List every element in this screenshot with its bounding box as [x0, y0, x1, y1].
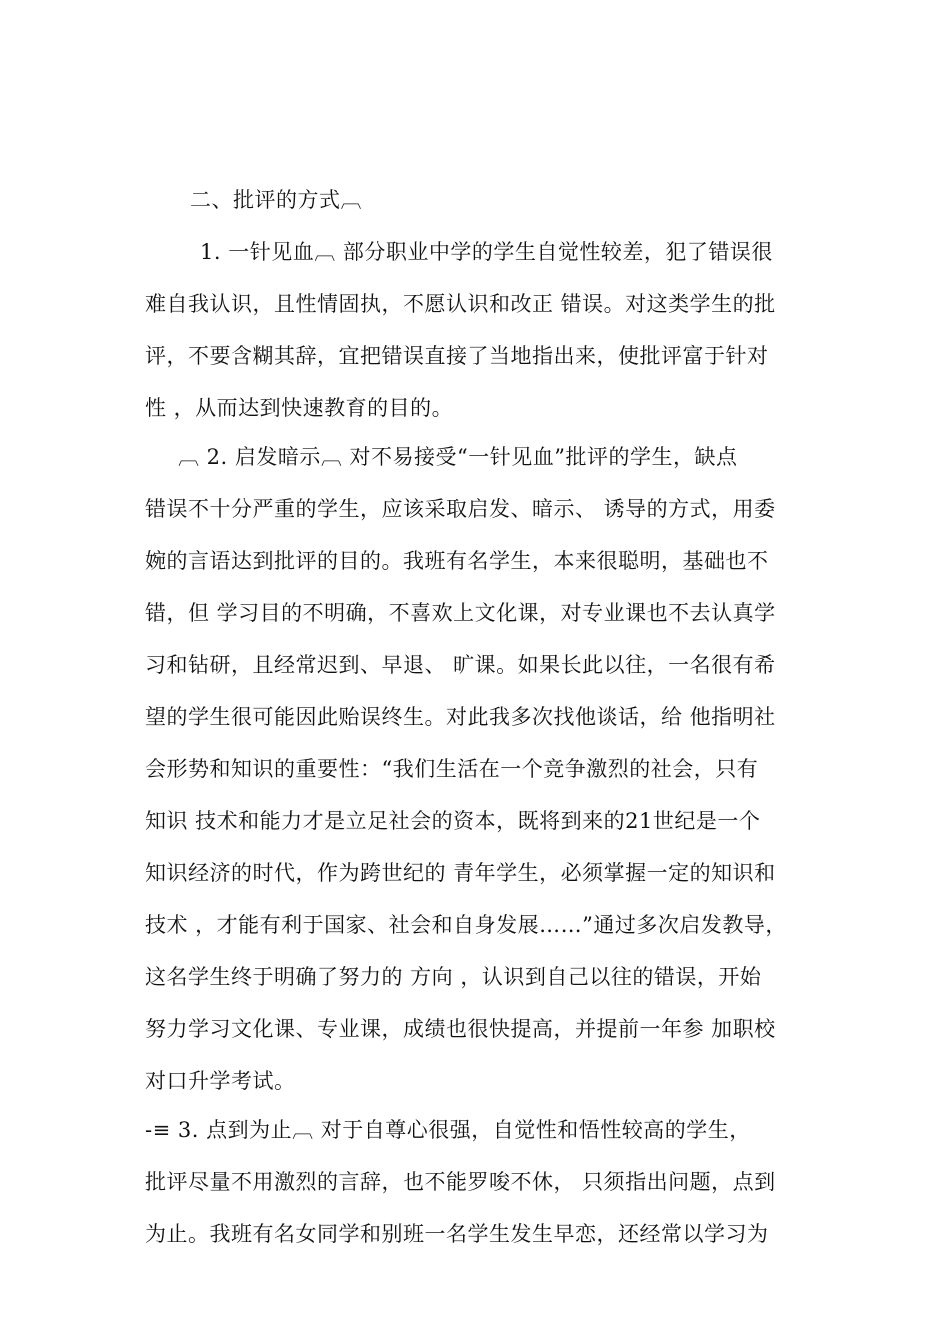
- paragraph-2-line-5: 习和钻研，且经常迟到、早退、 旷课。如果长此以往，一名很有希: [145, 653, 776, 677]
- paragraph-2-line-10: 技术 ，才能有利于国家、社会和自身发展……”通过多次启发教导，: [145, 913, 787, 937]
- paragraph-2-line-6: 望的学生很可能因此贻误终生。对此我多次找他谈话，给 他指明社: [145, 705, 776, 729]
- paragraph-3-line-1: -≡ 3. 点到为止︹ 对于自尊心很强，自觉性和悟性较高的学生，: [145, 1118, 751, 1142]
- paragraph-2-line-3: 婉的言语达到批评的目的。我班有名学生，本来很聪明，基础也不: [145, 549, 769, 573]
- paragraph-2-line-7: 会形势和知识的重要性：“我们生活在一个竞争激烈的社会，只有: [145, 757, 759, 781]
- paragraph-2-line-1: ︹ 2. 启发暗示︹ 对不易接受“一针见血”批评的学生，缺点: [178, 445, 738, 469]
- paragraph-2-line-4: 错，但 学习目的不明确，不喜欢上文化课，对专业课也不去认真学: [145, 601, 776, 625]
- paragraph-3-line-2: 批评尽量不用激烈的言辞，也不能罗唆不休， 只须指出问题，点到: [145, 1170, 776, 1194]
- paragraph-3-line-3: 为止。我班有名女同学和别班一名学生发生早恋，还经常以学习为: [145, 1222, 769, 1246]
- paragraph-2-line-13: 对口升学考试。: [145, 1069, 296, 1093]
- paragraph-2-line-9: 知识经济的时代，作为跨世纪的 青年学生，必须掌握一定的知识和: [145, 861, 776, 885]
- section-heading: 二、批评的方式︹: [190, 188, 362, 212]
- paragraph-2-line-12: 努力学习文化课、专业课，成绩也很快提高，并提前一年参 加职校: [145, 1017, 776, 1041]
- paragraph-1-line-4: 性 ，从而达到快速教育的目的。: [145, 396, 454, 420]
- paragraph-1-line-3: 评，不要含糊其辞，宜把错误直接了当地指出来，使批评富于针对: [145, 344, 769, 368]
- paragraph-2-line-11: 这名学生终于明确了努力的 方向 ，认识到自己以往的错误，开始: [145, 965, 762, 989]
- paragraph-2-line-8: 知识 技术和能力才是立足社会的资本，既将到来的21世纪是一个: [145, 809, 761, 833]
- paragraph-2-line-2: 错误不十分严重的学生，应该采取启发、暗示、 诱导的方式，用委: [145, 497, 776, 521]
- paragraph-1-line-1: 1. 一针见血︹ 部分职业中学的学生自觉性较差，犯了错误很: [200, 240, 773, 264]
- paragraph-1-line-2: 难自我认识，且性情固执，不愿认识和改正 错误。对这类学生的批: [145, 292, 776, 316]
